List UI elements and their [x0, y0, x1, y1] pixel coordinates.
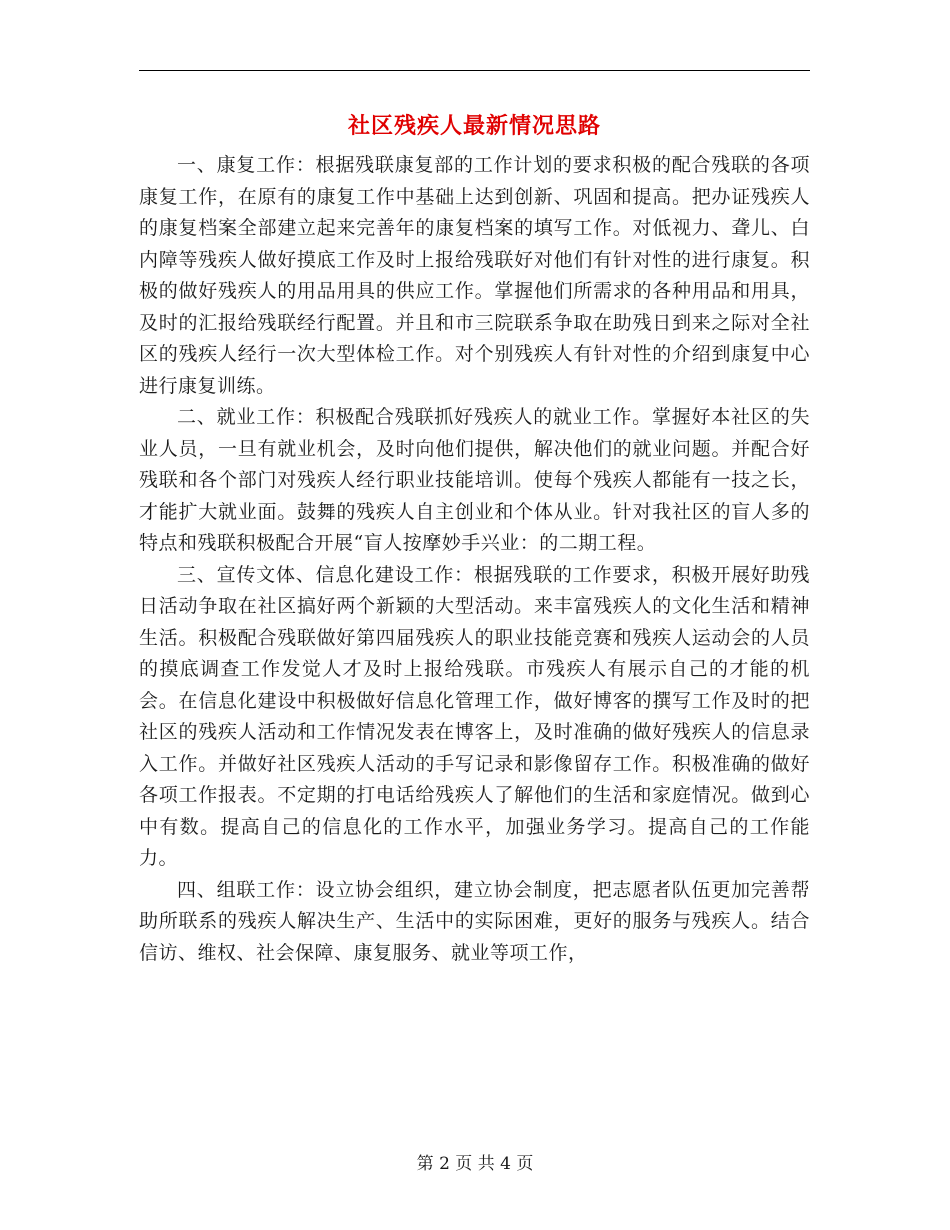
- paragraph-employment: 二、就业工作：积极配合残联抓好残疾人的就业工作。掌握好本社区的失业人员，一旦有就业机会，及时向他们提供，解决他们的就业问题。并配合好残联和各个部门对残疾人经行职业技能培训。使每个残疾人都能有一技之长，才能扩大就业面。鼓舞的残疾人自主创业和个体从业。针对我社区的盲人多的特点和残联积极配合开展“盲人按摩妙手兴业：的二期工程。: [139, 406, 810, 554]
- document-title: 社区残疾人最新情况思路: [347, 113, 601, 139]
- paragraph-publicity-informatization: 三、宣传文体、信息化建设工作：根据残联的工作要求，积极开展好助残日活动争取在社区搞好两个新颖的大型活动。来丰富残疾人的文化生活和精神生活。积极配合残联做好第四届残疾人的职业技能竞赛和残疾人运动会的人员的摸底调查工作发觉人才及时上报给残联。市残疾人有展示自己的才能的机会。在信息化建设中积极做好信息化管理工作，做好博客的撰写工作及时的把社区的残疾人活动和工作情况发表在博客上，及时准确的做好残疾人的信息录入工作。并做好社区残疾人活动的手写记录和影像留存工作。积极准确的做好各项工作报表。不定期的打电话给残疾人了解他们的生活和家庭情况。做到心中有数。提高自己的信息化的工作水平，加强业务学习。提高自己的工作能力。: [139, 563, 810, 869]
- paragraph-organization-liaison: 四、组联工作：设立协会组织，建立协会制度，把志愿者队伍更加完善帮助所联系的残疾人解决生产、生活中的实际困难，更好的服务与残疾人。结合信访、维权、社会保障、康复服务、就业等项工作，: [139, 878, 810, 964]
- document-body: [139, 150, 810, 969]
- paragraph-rehabilitation: 一、康复工作：根据残联康复部的工作计划的要求积极的配合残联的各项康复工作，在原有的康复工作中基础上达到创新、巩固和提高。把办证残疾人的康复档案全部建立起来完善年的康复档案的填写工作。对低视力、聋儿、白内障等残疾人做好摸底工作及时上报给残联好对他们有针对性的进行康复。积极的做好残疾人的用品用具的供应工作。掌握他们所需求的各种用品和用具，及时的汇报给残联经行配置。并且和市三院联系争取在助残日到来之际对全社区的残疾人经行一次大型体检工作。对个别残疾人有针对性的介绍到康复中心进行康复训练。: [139, 154, 810, 397]
- header-rule: [139, 70, 810, 71]
- page-number-footer: 第 2 页 共 4 页: [416, 1154, 534, 1174]
